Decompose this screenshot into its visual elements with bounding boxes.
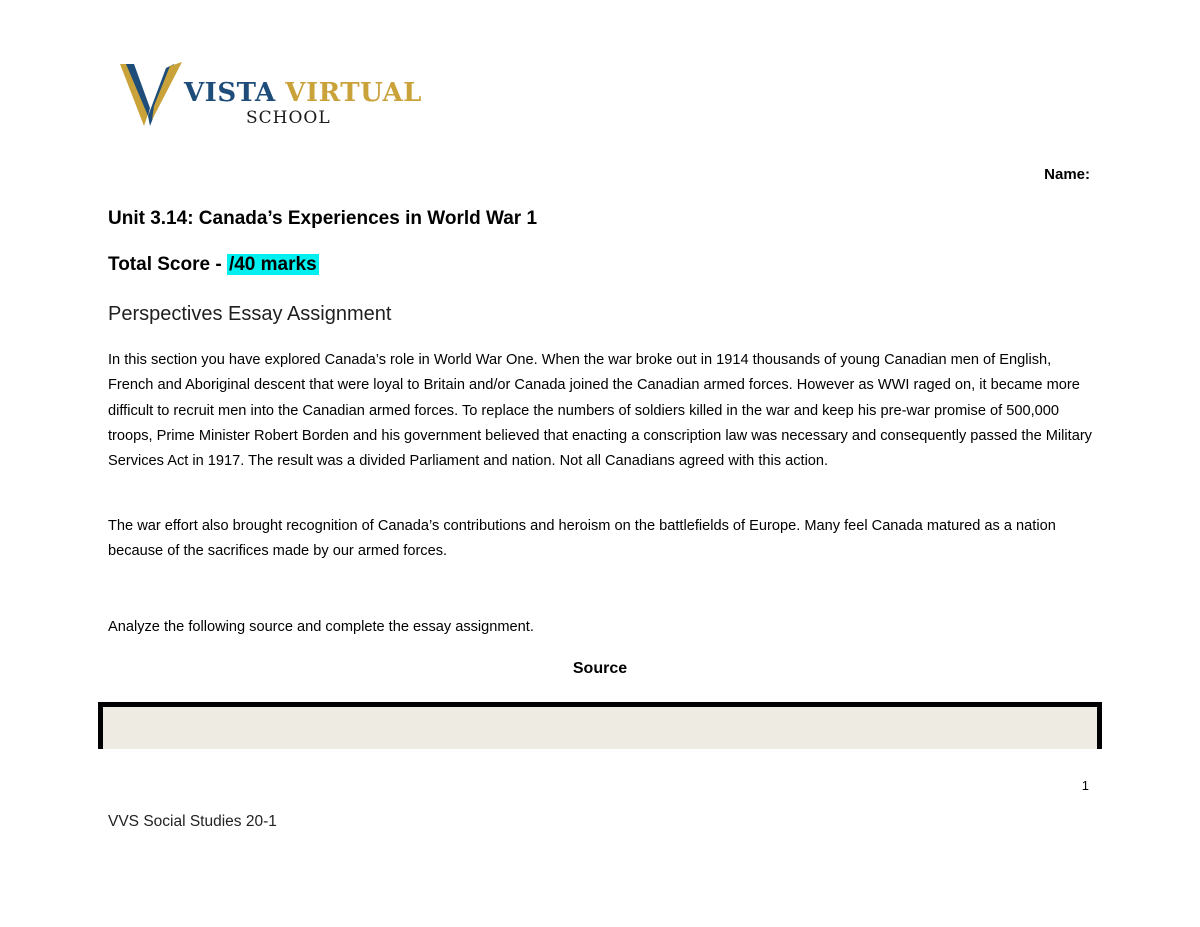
total-score-label: Total Score - [108, 254, 227, 275]
section-heading: Perspectives Essay Assignment [108, 303, 392, 325]
source-box [98, 702, 1102, 749]
unit-title: Unit 3.14: Canada’s Experiences in World War 1 [108, 208, 538, 229]
intro-paragraph: In this section you have explored Canada’s role in World War One. When the war broke out in 1914 thousands of young Canadian men of English, French and Aboriginal descent that were loyal to Britain and/or Canada joined the Canadian armed forces. However as WWI raged on, it became more difficult to recruit men into the Canadian armed forces. To replace the numbers of soldiers killed in the war and keep his pre-war promise of 500,000 troops, Prime Minister Robert Borden and his government believed that enacting a conscription law was necessary and consequently passed the Military Services Act in 1917. The result was a divided Parliament and nation. Not all Canadians agreed with this action. [108, 352, 1092, 470]
logo-word-school: SCHOOL [246, 108, 331, 128]
vista-v-emblem-icon [118, 60, 184, 130]
total-score-line [108, 254, 319, 276]
footer-course-name: VVS Social Studies 20-1 [108, 813, 277, 830]
recognition-paragraph: The war effort also brought recognition of Canada’s contributions and heroism on the battlefields of Europe. Many feel Canada matured as a nation because of the sacrifices made by our armed forces. [108, 518, 1056, 560]
page-number: 1 [1081, 778, 1089, 793]
logo-wordmark [184, 78, 422, 108]
total-score-value: /40 marks [228, 254, 317, 275]
logo-word-vista: VISTA [184, 78, 276, 108]
school-logo [118, 60, 422, 130]
assignment-instruction: Analyze the following source and complete the essay assignment. [108, 619, 534, 635]
name-label: Name: [1044, 166, 1090, 183]
source-heading: Source [572, 660, 628, 677]
logo-word-virtual: VIRTUAL [285, 78, 422, 108]
